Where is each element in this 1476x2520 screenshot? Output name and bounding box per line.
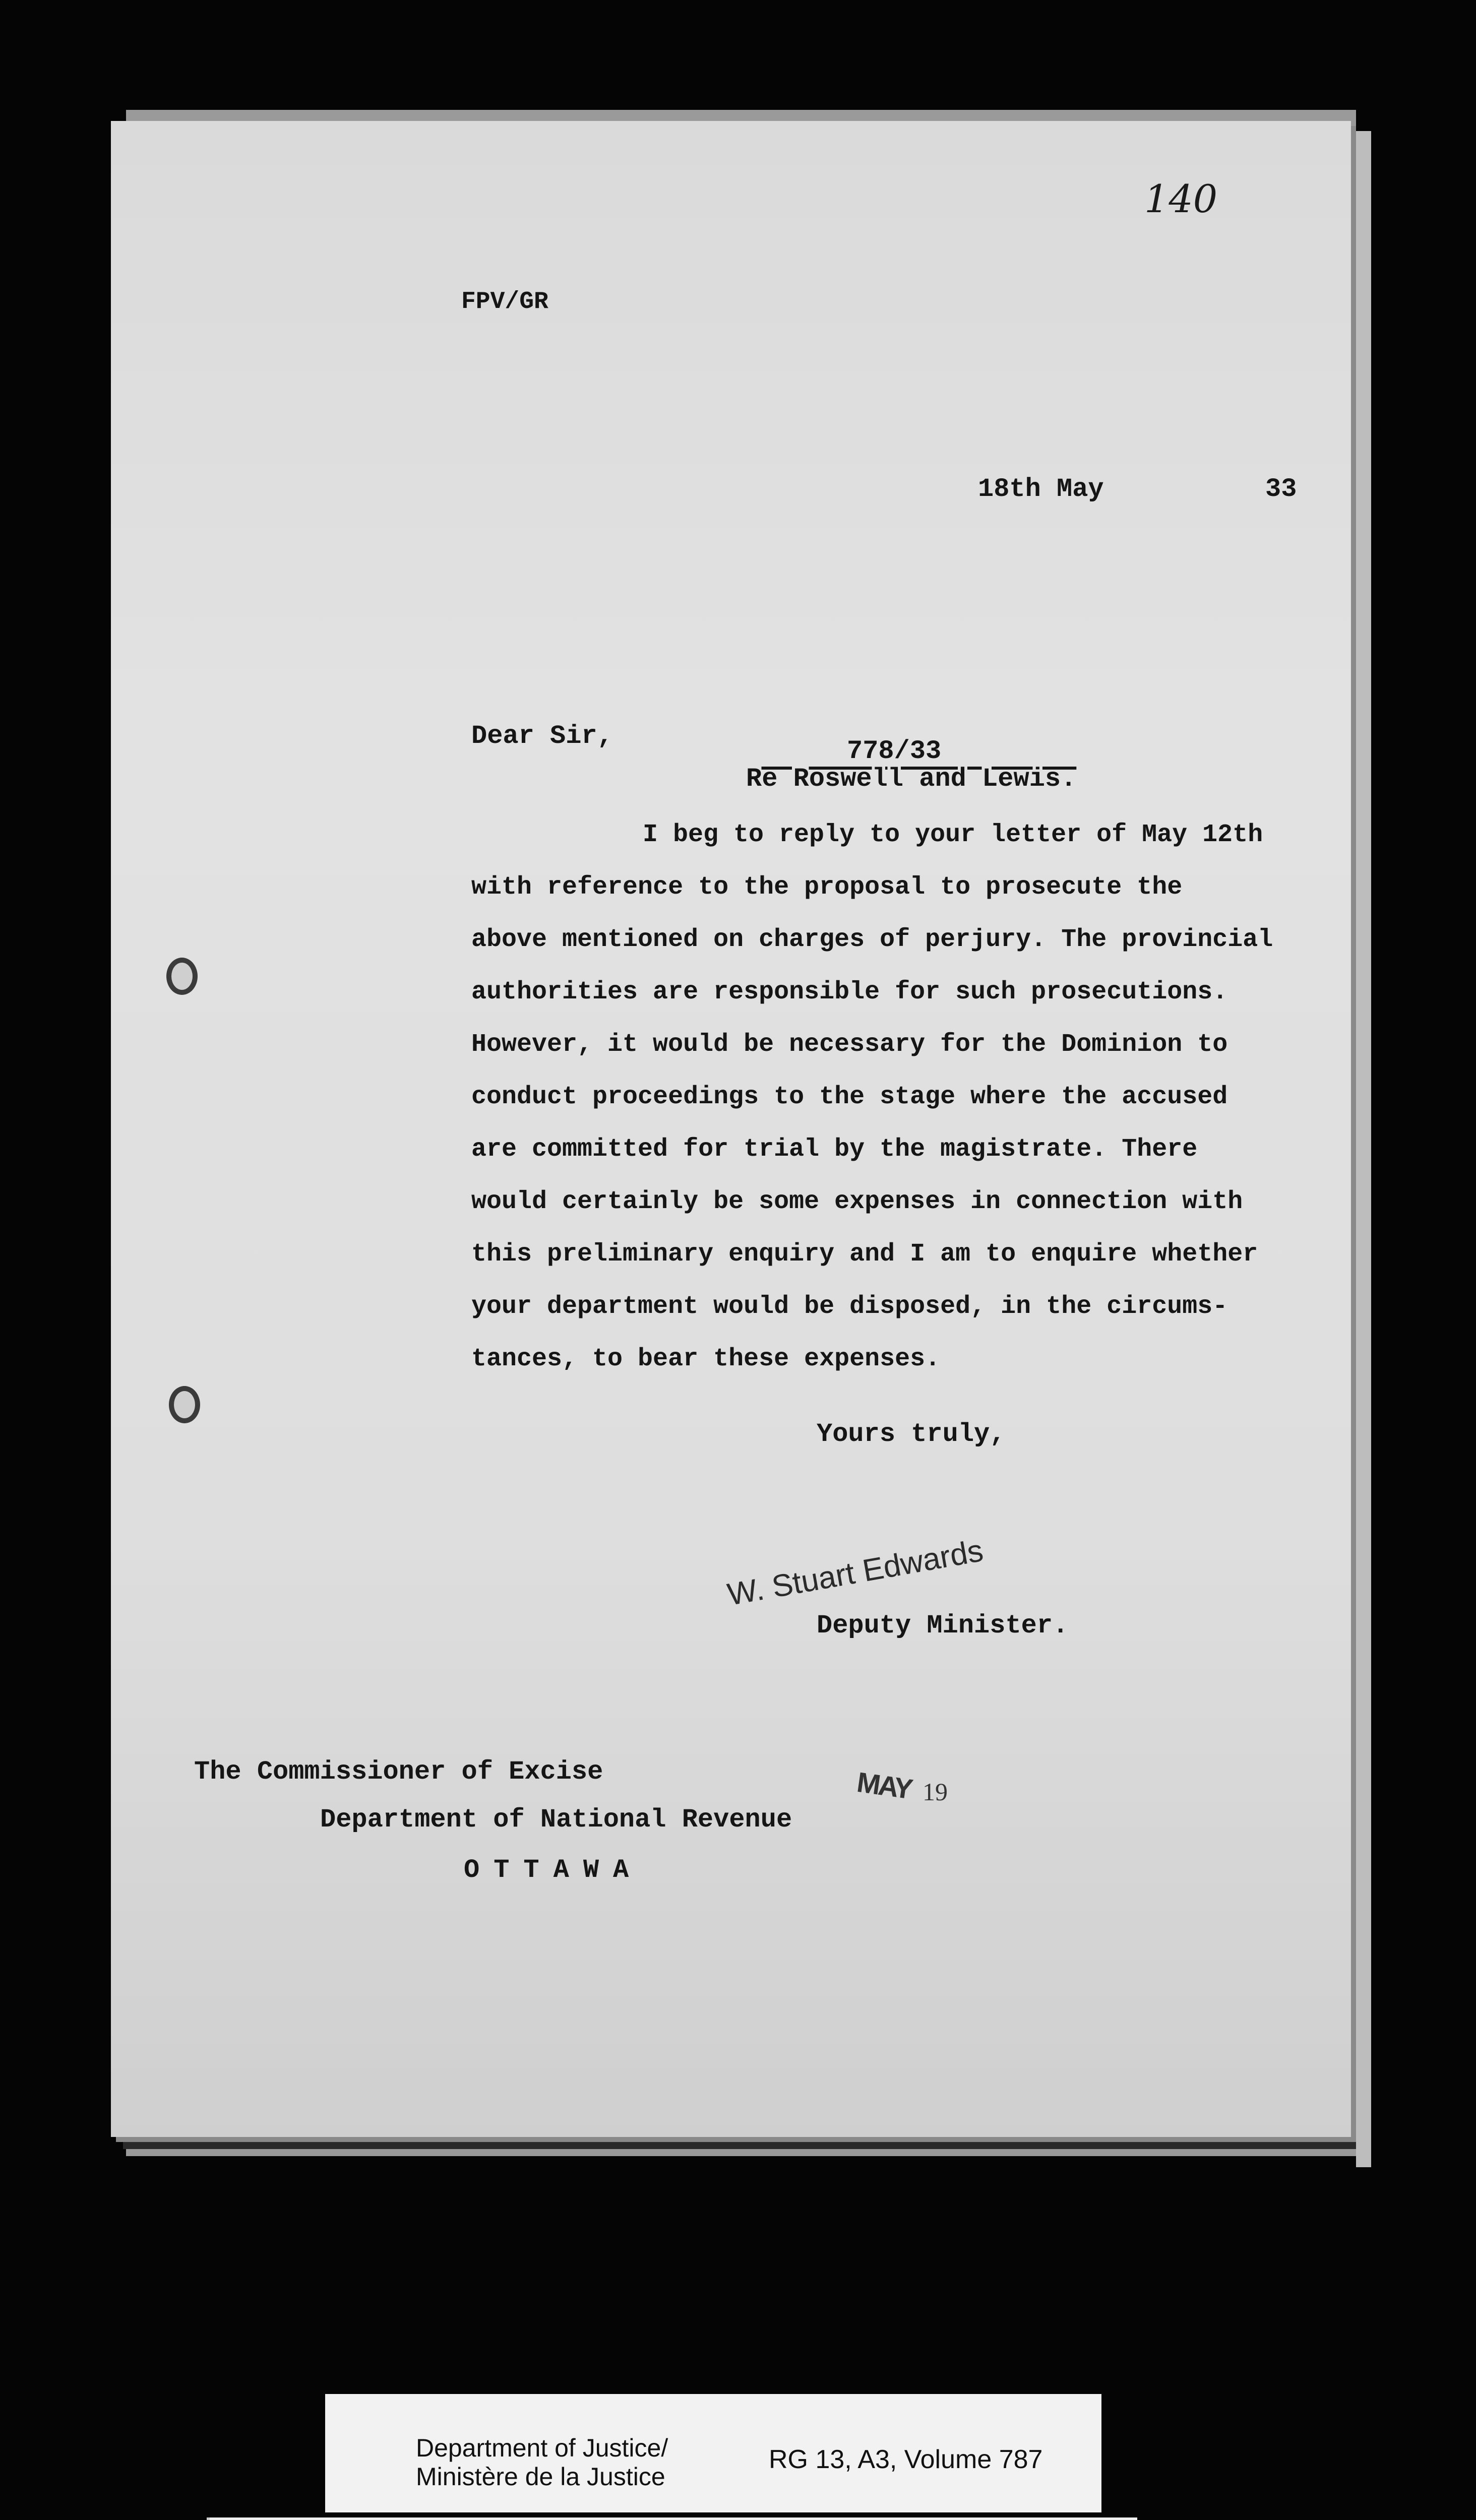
recipient-name: The Commissioner of Excise	[194, 1757, 603, 1787]
archive-reference-label	[325, 2394, 1101, 2512]
file-number: 778/33	[847, 736, 942, 766]
recipient-department: Department of National Revenue	[320, 1805, 792, 1835]
recipient-city: OTTAWA	[464, 1855, 643, 1885]
record-group-reference: RG 13, A3, Volume 787	[769, 2445, 1043, 2474]
punch-hole-top	[166, 958, 198, 995]
closing: Yours truly,	[817, 1419, 1006, 1449]
received-stamp-month: MAY	[855, 1766, 913, 1805]
body-line: conduct proceedings to the stage where the accused	[471, 1083, 1228, 1111]
body-line: would certainly be some expenses in connection with	[471, 1187, 1243, 1216]
letter-year: 33	[1265, 474, 1297, 504]
body-line: are committed for trial by the magistrate. There	[471, 1135, 1198, 1164]
body-line: your department would be disposed, in the circums-	[471, 1292, 1228, 1321]
subject-line: Re Roswell and Lewis.	[746, 764, 1077, 794]
reference-initials: FPV/GR	[461, 288, 548, 316]
public-archives-banner	[207, 2517, 1137, 2520]
letter-body	[471, 809, 1359, 1385]
body-line: I beg to reply to your letter of May 12th	[643, 821, 1263, 849]
department-english: Department of Justice/	[416, 2434, 668, 2462]
letter-date: 18th May	[978, 474, 1104, 504]
body-line: above mentioned on charges of perjury. The provincial	[471, 925, 1273, 954]
punch-hole-bottom	[169, 1386, 200, 1423]
department-french: Ministère de la Justice	[416, 2463, 665, 2491]
body-line: authorities are responsible for such prosecutions.	[471, 978, 1228, 1006]
signature-stamp: W. Stuart Edwards	[724, 1533, 986, 1613]
signer-title: Deputy Minister.	[817, 1611, 1069, 1641]
page-number: 140	[1144, 176, 1218, 221]
received-stamp-day: 19	[922, 1778, 948, 1806]
body-line: with reference to the proposal to prosecute the	[471, 873, 1183, 902]
body-line: However, it would be necessary for the Dominion to	[471, 1030, 1228, 1059]
letter-page	[111, 121, 1351, 2137]
salutation: Dear Sir,	[471, 721, 613, 751]
body-line: tances, to bear these expenses.	[471, 1345, 941, 1373]
body-line: this preliminary enquiry and I am to enquire whether	[471, 1240, 1258, 1269]
